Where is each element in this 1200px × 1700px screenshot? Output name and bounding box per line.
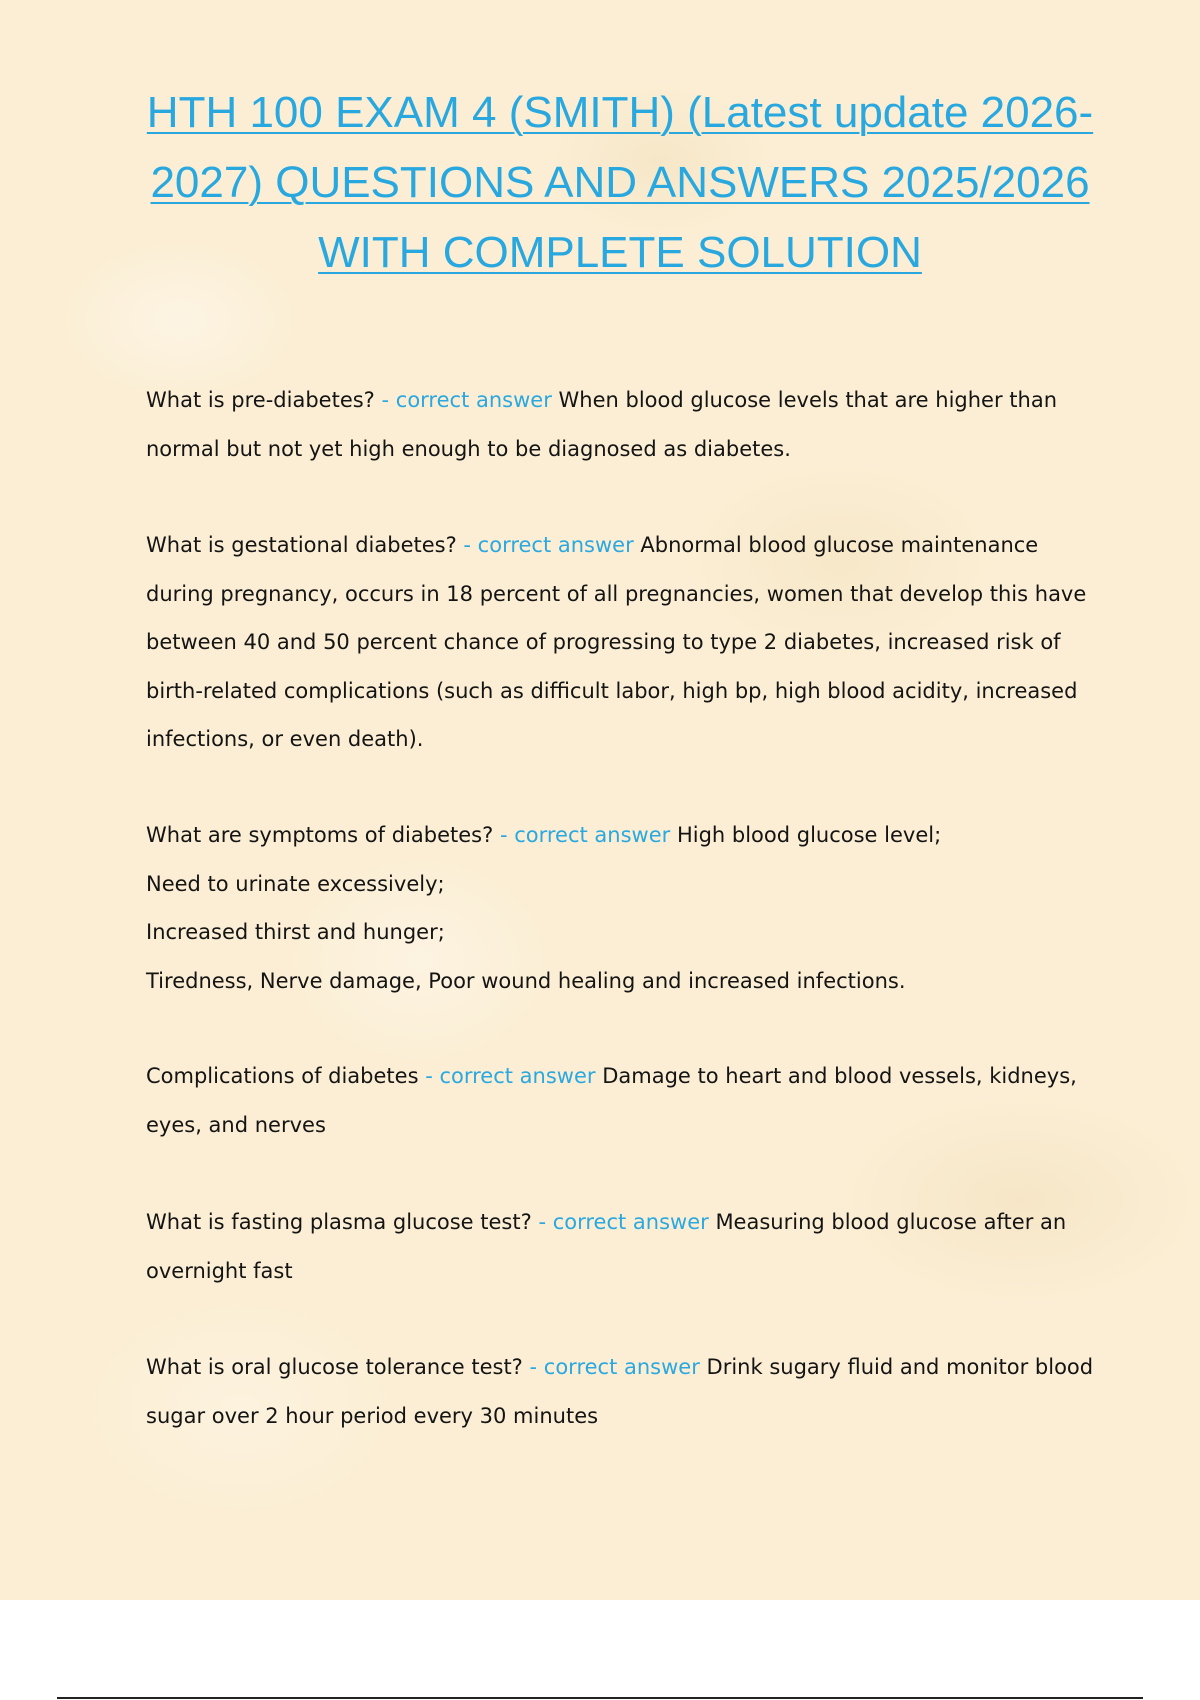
answer-text: When blood glucose levels that are higher than normal but not yet high enough to be diagnosed as diabetes.	[146, 388, 1058, 461]
correct-answer-label: - correct answer	[463, 533, 634, 557]
correct-answer-label: - correct answer	[499, 823, 671, 847]
question-text: What is oral glucose tolerance test?	[146, 1355, 523, 1379]
question-text: What are symptoms of diabetes?	[146, 823, 494, 847]
answer-line: Increased thirst and hunger;	[146, 920, 445, 944]
qa-item-pre-diabetes	[146, 376, 1096, 473]
qa-item-gestational-diabetes	[146, 521, 1096, 764]
question-text: What is gestational diabetes?	[146, 533, 457, 557]
answer-text: Abnormal blood glucose maintenance during pregnancy, occurs in 18 percent of all pregnancies, women that develop this have between 40 and 50 percent chance of progressing to type 2 diabetes, increased risk of birth-related complications (such as difficult labor, high bp, high blood acidity, increased infections, or even death).	[146, 533, 1087, 751]
qa-item-symptoms	[146, 811, 1096, 1005]
correct-answer-label: - correct answer	[529, 1355, 700, 1379]
answer-text: Measuring blood glucose after an overnight fast	[146, 1210, 1067, 1283]
correct-answer-label: - correct answer	[381, 388, 552, 412]
qa-item-fasting-plasma-glucose	[146, 1198, 1096, 1295]
qa-item-oral-glucose-tolerance	[146, 1343, 1096, 1440]
question-text: What is fasting plasma glucose test?	[146, 1210, 532, 1234]
qa-item-complications	[146, 1052, 1096, 1149]
question-text: Complications of diabetes	[146, 1064, 419, 1088]
footer-divider	[57, 1697, 1143, 1699]
answer-line: Tiredness, Nerve damage, Poor wound healing and increased infections.	[146, 968, 906, 993]
correct-answer-label: - correct answer	[425, 1064, 596, 1088]
answer-text: Damage to heart and blood vessels, kidneys, eyes, and nerves	[146, 1064, 1077, 1137]
document-title: HTH 100 EXAM 4 (SMITH) (Latest update 2026- 2027) QUESTIONS AND ANSWERS 2025/2026 WITH COMPLETE SOLUTION	[146, 88, 1094, 277]
correct-answer-label: - correct answer	[538, 1210, 709, 1234]
answer-line: Need to urinate excessively;	[146, 871, 445, 896]
question-text: What is pre-diabetes?	[146, 388, 375, 412]
answer-text: Drink sugary fluid and monitor blood sugar over 2 hour period every 30 minutes	[146, 1355, 1094, 1428]
answer-text: High blood glucose level;	[676, 823, 942, 847]
